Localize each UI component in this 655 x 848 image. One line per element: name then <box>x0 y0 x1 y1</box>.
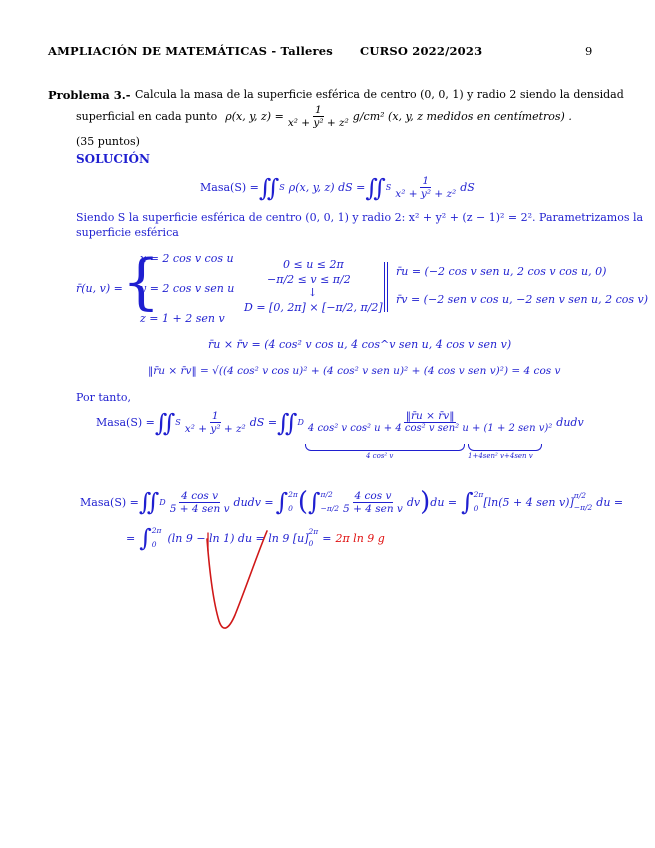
problem-text-line2 <box>76 104 572 129</box>
integral-subscript: S <box>385 183 392 192</box>
int3-e: du = <box>596 495 624 509</box>
limits <box>321 488 340 516</box>
integral-icon: ∫ <box>275 488 289 516</box>
problem-label: Problema 3.- <box>48 88 131 102</box>
double-integral-icon: ∬ <box>277 408 298 437</box>
left-paren-icon: ( <box>297 487 309 517</box>
mass-integral-2 <box>96 410 584 435</box>
int2-denominator-1: x² + y² + z² <box>184 423 246 435</box>
int2-denominator-2: 4 cos² v cos² u + 4 cos² v sen² u + (1 + 2 sen v)² <box>307 423 553 434</box>
limits <box>309 526 319 550</box>
cross-product-norm: ‖r̄u × r̄v‖ = √((4 cos² v cos u)² + (4 cos² v sen u)² + (4 cos v sen v)²) = 4 cos v <box>148 365 561 377</box>
problem-text-units: g/cm² (x, y, z medidos en centímetros) . <box>352 110 572 123</box>
double-bar-left <box>384 262 385 312</box>
red-handwritten-mark <box>195 525 285 635</box>
mass-integral-3 <box>80 487 623 517</box>
lower-limit: 0 <box>308 539 314 548</box>
double-integral-icon: ∬ <box>154 408 176 437</box>
int4-body: (ln 9 − ln 1) du = ln 9 [u] <box>167 531 309 545</box>
density-function: ρ(x, y, z) = <box>225 110 284 123</box>
lower-limit: 0 <box>288 504 293 513</box>
underbrace-label-2: 1+4sen² v+4sen v <box>468 452 533 460</box>
cross-product: r̄u × r̄v = (4 cos² v cos u, 4 cos^v sen u, 4 cos v sen v) <box>208 338 512 351</box>
int3-a: dudv = <box>233 495 274 509</box>
param-domain: D = [0, 2π] × [−π/2, π/2] <box>244 301 383 314</box>
int3-b: dv <box>406 495 421 509</box>
int3-numerator-1: 4 cos v <box>181 489 219 502</box>
upper-limit: π/2 <box>320 490 333 499</box>
upper-limit: 2π <box>288 490 298 499</box>
param-y: y = 2 cos v sen u <box>140 282 235 295</box>
int3-denominator-2: 5 + 4 sen v <box>343 502 403 515</box>
solution-paragraph-line2: superficie esférica <box>76 226 179 239</box>
int2-numerator-1: 1 <box>211 410 219 422</box>
double-integral-icon: ∬ <box>365 173 386 202</box>
range-u: 0 ≤ u ≤ 2π <box>283 258 344 271</box>
int4-equals: = <box>126 531 136 545</box>
mass-denominator: x² + y² + z² <box>395 188 457 200</box>
left-brace-icon: { <box>122 247 161 317</box>
problem-text-intro: superficial en cada punto <box>76 110 218 123</box>
int2-mid: dS = <box>249 416 278 429</box>
double-integral-icon: ∬ <box>138 488 160 516</box>
mass-lhs: Masa(S) = <box>200 181 259 194</box>
underbrace-1 <box>305 444 465 451</box>
upper-limit: 2π <box>473 490 484 499</box>
underbrace-label-1: 4 cos² v <box>366 452 394 460</box>
param-x: x = 2 cos v cos u <box>140 252 234 265</box>
limits <box>474 488 484 516</box>
int2-lhs: Masa(S) = <box>96 416 155 429</box>
partial-ru: r̄u = (−2 cos v sen u, 2 cos v cos u, 0) <box>396 265 607 278</box>
int4-equals-2: = <box>322 531 332 545</box>
partial-rv: r̄v = (−2 sen v cos u, −2 sen v sen u, 2 cos v) <box>396 293 649 306</box>
integral-subscript: D <box>159 497 166 507</box>
right-paren-icon: ) <box>420 487 431 517</box>
int3-d: [ln(5 + 4 sen v)] <box>483 495 574 509</box>
mass-mid: ρ(x, y, z) dS = <box>288 181 366 194</box>
density-denominator: x² + y² + z² <box>287 117 349 129</box>
header-course-year: CURSO 2022/2023 <box>360 44 483 58</box>
limits <box>152 524 162 552</box>
por-tanto: Por tanto, <box>76 391 131 404</box>
problem-text-line1: Calcula la masa de la superficie esférica de centro (0, 0, 1) y radio 2 siendo la densidad <box>135 88 624 101</box>
problem-points: (35 puntos) <box>76 135 140 148</box>
int3-fraction-2 <box>341 490 405 515</box>
int3-fraction-1 <box>168 490 232 515</box>
range-v: −π/2 ≤ v ≤ π/2 <box>267 273 351 286</box>
int2-differential: dudv <box>556 416 584 429</box>
down-arrow-icon: ↓ <box>308 286 318 299</box>
integral-icon: ∫ <box>308 488 321 516</box>
param-lhs: r̄(u, v) = <box>76 282 123 295</box>
integral-icon: ∫ <box>139 524 152 552</box>
int3-numerator-2: 4 cos v <box>354 489 392 502</box>
mass-definition <box>200 175 475 200</box>
int3-lhs: Masa(S) = <box>80 495 139 509</box>
upper-limit: 2π <box>308 527 319 536</box>
double-bar-right <box>387 262 388 312</box>
int2-fraction-1 <box>183 410 248 435</box>
upper-limit: π/2 <box>573 491 587 500</box>
double-integral-icon: ∬ <box>258 173 280 202</box>
lower-limit: 0 <box>473 504 479 513</box>
density-numerator: 1 <box>314 104 322 116</box>
final-result: 2π ln 9 g <box>335 531 385 545</box>
solution-title: SOLUCIÓN <box>76 152 150 166</box>
integral-icon: ∫ <box>461 488 474 516</box>
limits <box>574 490 593 514</box>
int3-c: du = <box>430 495 458 509</box>
mass-numerator: 1 <box>422 175 430 187</box>
param-z: z = 1 + 2 sen v <box>140 312 225 325</box>
limits <box>288 488 298 516</box>
density-fraction <box>286 104 351 129</box>
integral-subscript: S <box>279 183 285 192</box>
underbrace-2 <box>468 444 542 451</box>
upper-limit: 2π <box>151 526 162 535</box>
mass-differential: dS <box>460 181 475 194</box>
int3-denominator-1: 5 + 4 sen v <box>169 502 230 515</box>
int2-fraction-2 <box>306 410 554 435</box>
page-number: 9 <box>585 44 593 58</box>
integral-subscript: S <box>175 418 181 427</box>
lower-limit: 0 <box>151 540 157 549</box>
int2-numerator-2: ‖r̄u × r̄v‖ <box>405 410 455 422</box>
lower-limit: −π/2 <box>320 504 340 513</box>
solution-paragraph-line1: Siendo S la superficie esférica de centro (0, 0, 1) y radio 2: x² + y² + (z − 1)² = 2². Parametrizamos la <box>76 211 644 224</box>
lower-limit: −π/2 <box>573 503 593 512</box>
header-course-title: AMPLIACIÓN DE MATEMÁTICAS - Talleres <box>48 44 333 58</box>
mass-fraction <box>393 175 458 200</box>
integral-subscript: D <box>297 418 304 427</box>
